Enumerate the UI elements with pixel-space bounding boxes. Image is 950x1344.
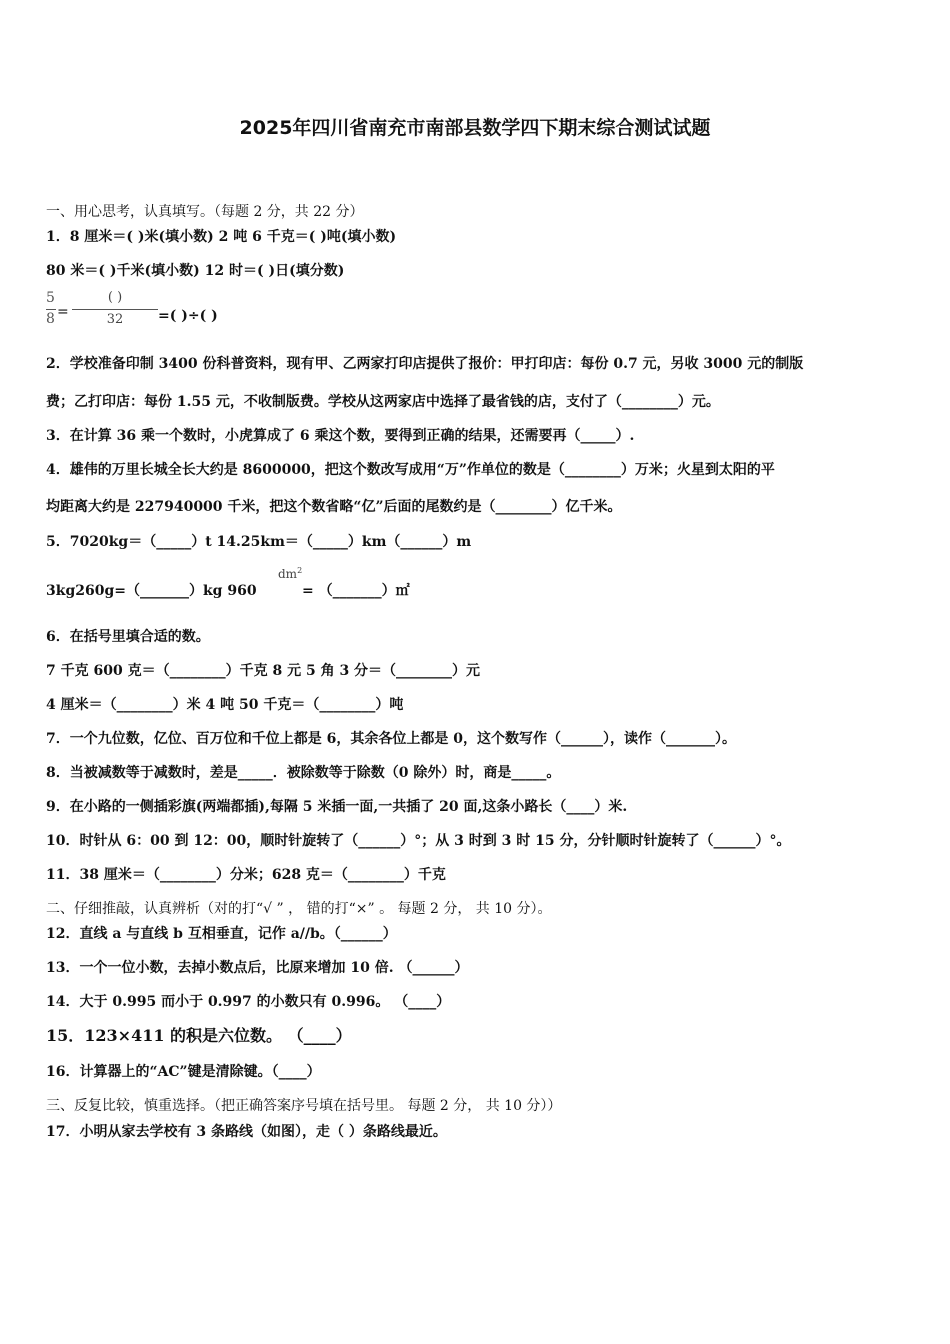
question-5-line-1: 5．7020kg＝（_____）t 14.25km＝（_____）km（______）m xyxy=(46,534,472,550)
unit-label: dm xyxy=(278,567,298,581)
question-6-line-1: 7 千克 600 克＝（________）千克 8 元 5 角 3 分＝（________）元 xyxy=(46,663,481,679)
question-16: 16．计算器上的“AC”键是清除键。（____） xyxy=(46,1064,321,1080)
section-2-heading: 二、仔细推敲，认真辨析（对的打“√ ” ， 错的打“×” 。 每题 2 分， 共 10 分）。 xyxy=(46,901,552,917)
fraction-blank-numerator: ( ) xyxy=(107,290,123,305)
fraction-denominator: 8 xyxy=(46,311,55,327)
question-14: 14．大于 0.995 而小于 0.997 的小数只有 0.996。 （____） xyxy=(46,994,451,1010)
question-9: 9．在小路的一侧插彩旗(两端都插),每隔 5 米插一面,一共插了 20 面,这条小路长（____）米. xyxy=(46,799,628,815)
fraction-bar xyxy=(72,309,158,310)
question-5-line-2-left: 3kg260g=（_______）kg 960 xyxy=(46,583,257,599)
fraction-bar xyxy=(46,309,56,310)
question-5-line-2-right: = （_______）㎡ xyxy=(302,583,410,599)
question-7: 7．一个九位数，亿位、百万位和千位上都是 6，其余各位上都是 0，这个数写作（______），读作（_______）。 xyxy=(46,731,736,747)
question-1-line-2: 80 米＝( )千米(填小数) 12 时＝( )日(填分数) xyxy=(46,263,345,279)
question-15: 15．123×411 的积是六位数。 （____） xyxy=(46,1026,352,1045)
unit-square-decimeter xyxy=(278,566,302,581)
question-2-line-1: 2．学校准备印制 3400 份科普资料，现有甲、乙两家打印店提供了报价：甲打印店：每份 0.7 元，另收 3000 元的制版 xyxy=(46,356,804,372)
page-title: 2025年四川省南充市南部县数学四下期末综合测试试题 xyxy=(239,117,711,139)
question-12: 12．直线 a 与直线 b 互相垂直，记作 a//b。（______） xyxy=(46,926,397,942)
fraction-numerator: 5 xyxy=(46,290,55,306)
question-1-line-3-tail: =( )÷( ) xyxy=(158,308,218,324)
equals-sign: = xyxy=(57,304,69,320)
question-1-line-1: 1．8 厘米＝( )米(填小数) 2 吨 6 千克＝( )吨(填小数) xyxy=(46,229,397,245)
question-8: 8．当被减数等于减数时，差是_____．被除数等于除数（0 除外）时，商是_____。 xyxy=(46,765,561,781)
question-13: 13．一个一位小数，去掉小数点后，比原来增加 10 倍. （______） xyxy=(46,960,469,976)
fraction-over-32 xyxy=(72,288,158,332)
question-17: 17．小明从家去学校有 3 条路线（如图），走（ ）条路线最近。 xyxy=(46,1124,447,1140)
question-3: 3．在计算 36 乘一个数时，小虎算成了 6 乘这个数，要得到正确的结果，还需要再（_____）. xyxy=(46,428,635,444)
question-11: 11．38 厘米＝（________）分米；628 克＝（________）千克 xyxy=(46,867,446,883)
question-4-line-2: 均距离大约是 227940000 千米，把这个数省略“亿”后面的尾数约是（________）亿千米。 xyxy=(46,499,622,515)
section-1-heading: 一、用心思考，认真填写。（每题 2 分，共 22 分） xyxy=(46,204,364,220)
question-4-line-1: 4．雄伟的万里长城全长大约是 8600000，把这个数改写成用“万”作单位的数是（________）万米；火星到太阳的平 xyxy=(46,462,775,478)
section-3-heading: 三、反复比较，慎重选择。（把正确答案序号填在括号里。 每题 2 分， 共 10 分）） xyxy=(46,1098,562,1114)
question-2-line-2: 费；乙打印店：每份 1.55 元，不收制版费。学校从这两家店中选择了最省钱的店，支付了（________）元。 xyxy=(46,394,720,410)
question-6: 6．在括号里填合适的数。 xyxy=(46,629,210,645)
question-10: 10．时针从 6：00 到 12：00，顺时针旋转了（______）°；从 3 时到 3 时 15 分，分针顺时针旋转了（______）°。 xyxy=(46,833,791,849)
question-6-line-2: 4 厘米＝（________）米 4 吨 50 千克＝（________）吨 xyxy=(46,697,404,713)
fraction-denominator-32: 32 xyxy=(106,312,124,327)
unit-exponent: 2 xyxy=(297,566,303,575)
